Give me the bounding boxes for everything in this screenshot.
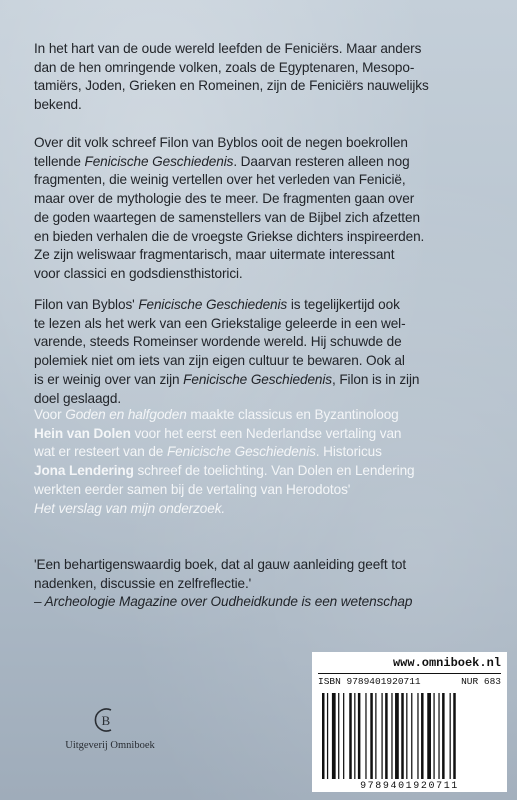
quote-line: 'Een behartigenswaardig boek, dat al gauw aanleiding geeft tot	[34, 557, 407, 572]
svg-text:B: B	[101, 713, 111, 728]
text-line: Voor Goden en halfgoden maakte classicus en Byzantinoloog	[34, 407, 399, 422]
text-line: polemiek niet om iets van zijn eigen cultuur te bewaren. Ook al	[34, 353, 405, 369]
text-line: is er weinig over van zijn Fenicische Geschiedenis, Filon is in zijn	[34, 371, 420, 387]
text-line: Hein van Dolen voor het eerst een Nederlandse vertaling van	[34, 425, 402, 441]
review-quote	[34, 556, 484, 612]
text-line: voor classici en godsdiensthistorici.	[34, 265, 243, 281]
publisher-logo-icon	[92, 706, 120, 734]
text-line: Ze zijn weliswaar fragmentarisch, maar uitermate interessant	[34, 247, 395, 263]
filon-paragraph	[34, 134, 484, 284]
text-line: dan de hen omringende volken, zoals de Egyptenaren, Mesopo-	[34, 59, 415, 75]
barcode-icon	[318, 693, 501, 781]
text-line: werkten eerder samen bij de vertaling van Herodotos'	[34, 481, 351, 497]
text-line: te lezen als het werk van een Griekstalige geleerde in een wel-	[34, 315, 406, 331]
text-line: maar over de mythologie des te meer. De fragmenten gaan over	[34, 191, 415, 207]
translators-paragraph	[34, 406, 484, 518]
isbn-line	[318, 673, 501, 687]
barcode-panel	[312, 652, 507, 792]
nur-text: NUR 683	[461, 676, 501, 687]
publisher-name: Uitgeverij Omniboek	[65, 740, 155, 751]
text-line: bekend.	[34, 97, 82, 113]
text-line: Over dit volk schreef Filon van Byblos ooit de negen boekrollen	[34, 135, 408, 150]
text-line: wat er resteert van de Fenicische Geschiedenis. Historicus	[34, 444, 382, 460]
isbn-text: ISBN 9789401920711	[318, 676, 421, 687]
text-line: Het verslag van mijn onderzoek.	[34, 500, 226, 516]
text-line: varende, steeds Romeinser wordende wereld. Hij schuwde de	[34, 334, 402, 350]
barcode-number: 9789401920711	[360, 781, 459, 792]
text-line: doel geslaagd.	[34, 390, 122, 406]
text-line: tamiërs, Joden, Grieken en Romeinen, zijn de Feniciërs nauwelijks	[34, 78, 429, 94]
text-line: fragmenten, die weinig vertellen over het verleden van Fenicië,	[34, 172, 406, 188]
quote-line: nadenken, discussie en zelfreflectie.'	[34, 575, 252, 591]
context-paragraph	[34, 296, 484, 408]
intro-paragraph	[34, 40, 484, 115]
text-line: en bieden verhalen die de vroegste Griekse dichters inspireerden.	[34, 228, 425, 244]
text-line: tellende Fenicische Geschiedenis. Daarvan resteren alleen nog	[34, 153, 410, 169]
quote-attribution: – Archeologie Magazine over Oudheidkunde is een wetenschap	[34, 594, 413, 610]
text-line: Filon van Byblos' Fenicische Geschiedenis is tegelijkertijd ook	[34, 297, 400, 312]
text-line: de goden waartegen de samenstellers van de Bijbel zich afzetten	[34, 209, 420, 225]
text-line: In het hart van de oude wereld leefden de Feniciërs. Maar anders	[34, 41, 422, 56]
text-line: Jona Lendering schreef de toelichting. Van Dolen en Lendering	[34, 463, 415, 479]
publisher-url: www.omniboek.nl	[392, 656, 501, 670]
